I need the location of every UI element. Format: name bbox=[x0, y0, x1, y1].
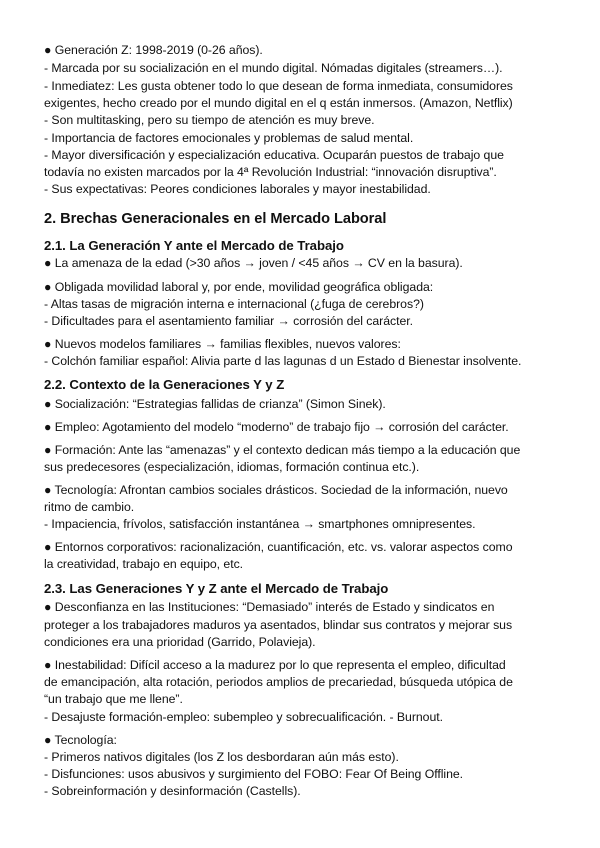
text-line: - Sobreinformación y desinformación (Castells). bbox=[44, 784, 301, 798]
text-line: sus predecesores (especialización, idiomas, formación continua etc.). bbox=[44, 460, 420, 474]
subsection-heading: 2.2. Contexto de la Generaciones Y y Z bbox=[44, 377, 285, 392]
text-line: condiciones era una prioridad (Garrido, Polavieja). bbox=[44, 635, 316, 649]
text-line: - Mayor diversificación y especialización educativa. Ocuparán puestos de trabajo que bbox=[44, 148, 504, 162]
text-line: ● Tecnología: bbox=[44, 733, 117, 747]
text-line: - Primeros nativos digitales (los Z los desbordaran aún más esto). bbox=[44, 750, 399, 764]
text-line: ● Socialización: “Estrategias fallidas de crianza” (Simon Sinek). bbox=[44, 397, 386, 411]
text-line: exigentes, hecho creado por el mundo digital en el q están inmersos. (Amazon, Netflix) bbox=[44, 96, 513, 110]
text-line: todavía no existen marcados por la 4ª Revolución Industrial: “innovación disruptiva”. bbox=[44, 165, 497, 179]
text-line: “un trabajo que me llene”. bbox=[44, 692, 183, 706]
text-line: - Son multitasking, pero su tiempo de atención es muy breve. bbox=[44, 113, 375, 127]
text-line: - Importancia de factores emocionales y problemas de salud mental. bbox=[44, 131, 414, 145]
text-line: ● Empleo: Agotamiento del modelo “moderno” de trabajo fijo → corrosión del carácter. bbox=[44, 420, 509, 434]
text-line: ● Tecnología: Afrontan cambios sociales drásticos. Sociedad de la información, nuevo bbox=[44, 483, 508, 497]
text-line: ● La amenaza de la edad (>30 años → joven / <45 años → CV en la basura). bbox=[44, 256, 463, 270]
text-line: la creatividad, trabajo en equipo, etc. bbox=[44, 557, 244, 571]
text-line: ● Formación: Ante las “amenazas” y el contexto dedican más tiempo a la educación que bbox=[44, 443, 521, 457]
text-line: - Sus expectativas: Peores condiciones laborales y mayor inestabilidad. bbox=[44, 182, 431, 196]
text-line: de emancipación, alta rotación, periodos amplios de precariedad, búsqueda utópica de bbox=[44, 675, 513, 689]
text-line: - Marcada por su socialización en el mundo digital. Nómadas digitales (streamers…). bbox=[44, 61, 503, 75]
subsection-heading: 2.3. Las Generaciones Y y Z ante el Mercado de Trabajo bbox=[44, 581, 389, 596]
text-line: ● Inestabilidad: Difícil acceso a la madurez por lo que representa el empleo, dificultad bbox=[44, 658, 506, 672]
text-line: ● Obligada movilidad laboral y, por ende, movilidad geográfica obligada: bbox=[44, 280, 434, 294]
subsection-heading: 2.1. La Generación Y ante el Mercado de Trabajo bbox=[44, 238, 344, 253]
text-line: - Inmediatez: Les gusta obtener todo lo que desean de forma inmediata, consumidores bbox=[44, 79, 513, 93]
section-heading: 2. Brechas Generacionales en el Mercado Laboral bbox=[44, 211, 387, 227]
text-line: - Impaciencia, frívolos, satisfacción instantánea → smartphones omnipresentes. bbox=[44, 517, 476, 531]
text-line: - Dificultades para el asentamiento familiar → corrosión del carácter. bbox=[44, 314, 413, 328]
text-line: ● Desconfianza en las Instituciones: “Demasiado” interés de Estado y sindicatos en bbox=[44, 600, 495, 614]
text-line: ● Nuevos modelos familiares → familias flexibles, nuevos valores: bbox=[44, 337, 401, 351]
text-line: - Desajuste formación-empleo: subempleo y sobrecualificación. - Burnout. bbox=[44, 710, 443, 724]
text-line: ● Entornos corporativos: racionalización, cuantificación, etc. vs. valorar aspectos como bbox=[44, 540, 513, 554]
text-line: - Colchón familiar español: Alivia parte d las lagunas d un Estado d Bienestar insolvente. bbox=[44, 354, 522, 368]
text-line: - Altas tasas de migración interna e internacional (¿fuga de cerebros?) bbox=[44, 297, 424, 311]
text-line: ● Generación Z: 1998-2019 (0-26 años). bbox=[44, 43, 263, 57]
text-line: ritmo de cambio. bbox=[44, 500, 135, 514]
text-line: proteger a los trabajadores maduros ya asentados, blindar sus contratos y mejorar sus bbox=[44, 618, 513, 632]
text-line: - Disfunciones: usos abusivos y surgimiento del FOBO: Fear Of Being Offline. bbox=[44, 767, 464, 781]
